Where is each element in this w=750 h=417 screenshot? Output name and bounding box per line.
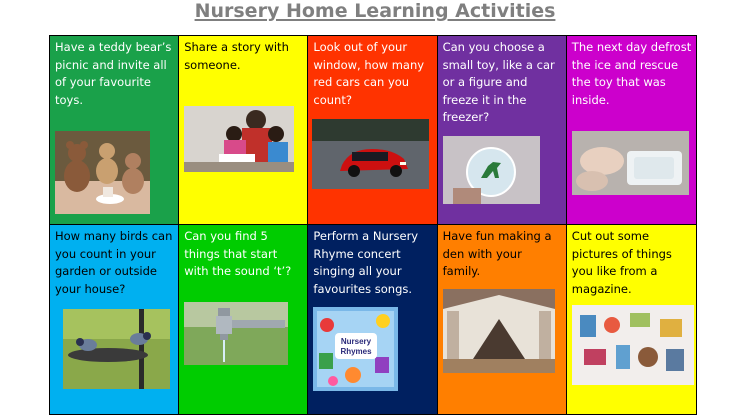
activity-card-share-story: [179, 36, 308, 225]
activity-text: Have a teddy bear’s picnic and invite all of your favourite toys.: [55, 40, 172, 107]
activity-grid: [49, 35, 697, 415]
activity-text: Can you choose a small toy, like a car or a figure and freeze it in the freezer?: [442, 40, 555, 124]
nursery-rhymes-picture: [313, 307, 398, 391]
activity-card-red-cars: [308, 36, 437, 225]
activity-text: Perform a Nursery Rhyme concert singing all your favourites songs.: [313, 229, 419, 296]
magazine-cutouts-photo: [572, 305, 694, 385]
activity-card-defrost-ice: [567, 36, 696, 225]
activity-card-letter-t: [179, 225, 308, 414]
activity-card-teddy-picnic: [50, 36, 179, 225]
activity-text: Share a story with someone.: [184, 40, 289, 72]
activity-card-nursery-rhyme: [308, 225, 437, 414]
activity-card-freeze-toy: [438, 36, 567, 225]
activity-text: How many birds can you count in your garden or outside your house?: [55, 229, 173, 296]
activity-text: Cut out some pictures of things you like from a magazine.: [571, 229, 672, 296]
svg-text:Rhymes: Rhymes: [340, 347, 372, 356]
activity-text: Can you find 5 things that start with the sound ‘t’?: [184, 229, 292, 278]
defrost-ice-photo: [572, 131, 689, 195]
page-title: Nursery Home Learning Activities: [194, 0, 556, 22]
activity-text: Have fun making a den with your family.: [442, 229, 552, 278]
activity-text: Look out of your window, how many red cars can you count?: [313, 40, 425, 107]
activity-text: The next day defrost the ice and rescue the toy that was inside.: [571, 40, 692, 107]
svg-text:Nursery: Nursery: [341, 337, 372, 346]
frozen-dinosaur-photo: [443, 136, 540, 204]
birds-feeder-photo: [63, 309, 170, 389]
family-reading-photo: [184, 106, 294, 172]
tap-photo: [184, 302, 288, 365]
red-car-photo: [312, 119, 429, 189]
blanket-den-photo: [443, 289, 555, 373]
teddy-bear-picnic-photo: [55, 131, 150, 214]
activity-card-count-birds: [50, 225, 179, 414]
activity-card-make-den: [438, 225, 567, 414]
activity-card-magazine-cutouts: [567, 225, 696, 414]
